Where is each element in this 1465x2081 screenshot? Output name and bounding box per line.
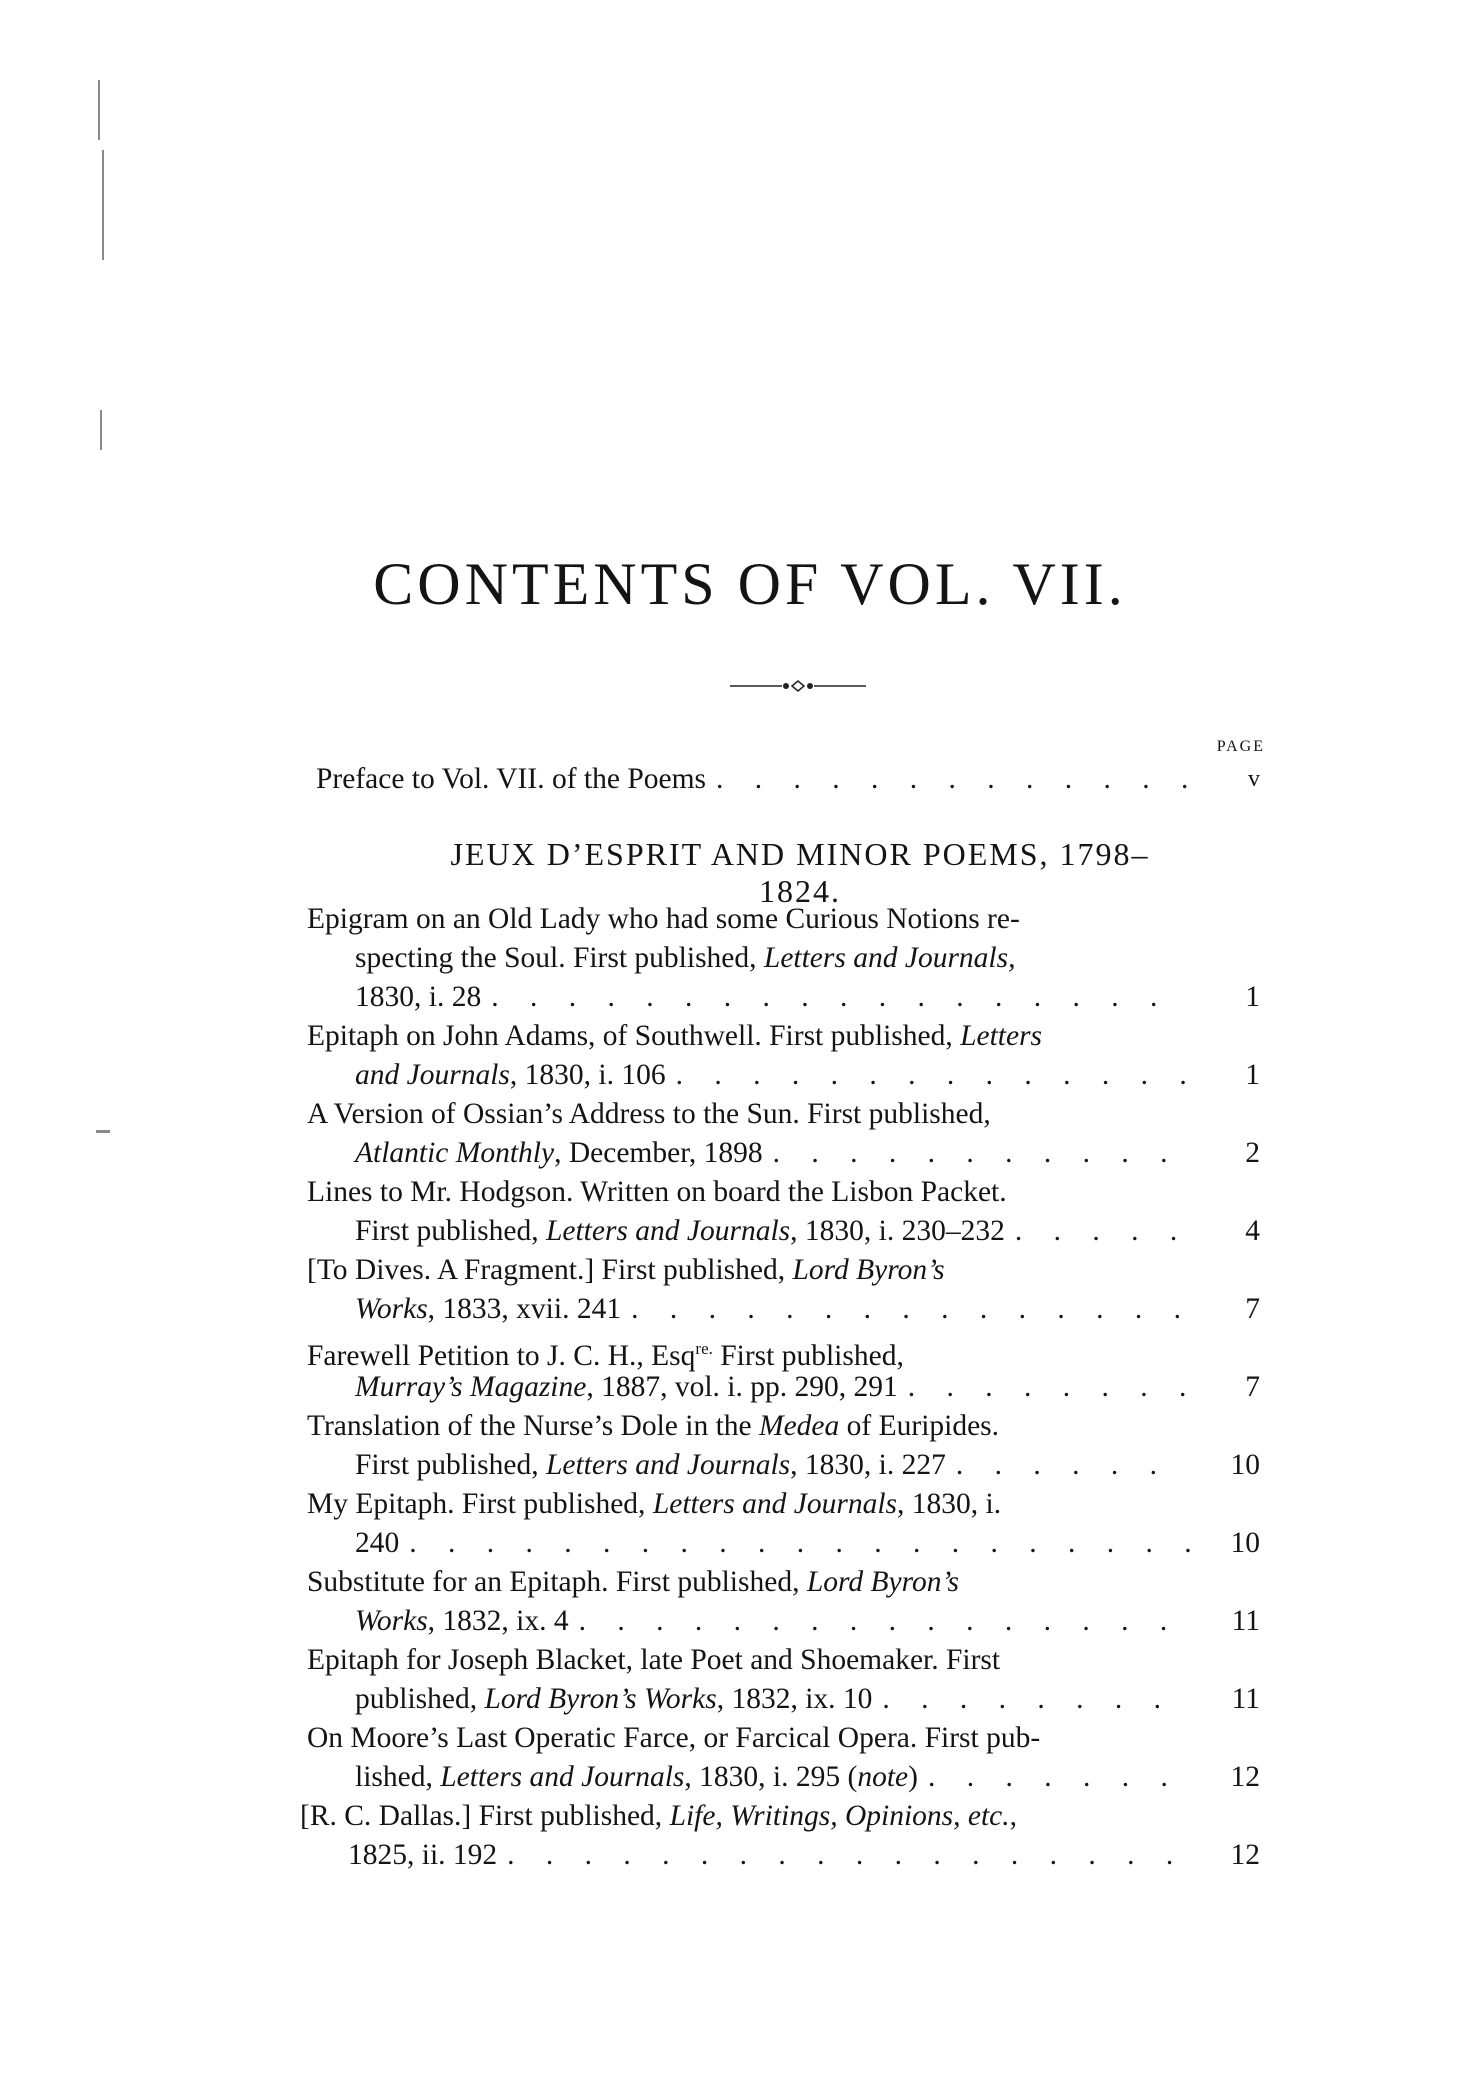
page-number: 4 (1245, 1215, 1260, 1247)
dot-leader (409, 1524, 1190, 1563)
entry-text: Preface to Vol. VII. of the Poems (316, 763, 706, 795)
dot-leader (676, 1056, 1190, 1095)
dot-leader (507, 1836, 1190, 1875)
page-number: 11 (1231, 1605, 1260, 1637)
page-number: 7 (1245, 1293, 1260, 1325)
title-ornament (730, 678, 866, 694)
page-number: 12 (1230, 1761, 1260, 1793)
page-number: 1 (1245, 981, 1260, 1013)
dot-leader (1015, 1212, 1190, 1251)
section-heading: JEUX D’ESPRIT AND MINOR POEMS, 1798–1824. (450, 836, 1150, 909)
dot-leader (773, 1134, 1190, 1173)
dot-leader (908, 1368, 1190, 1407)
dot-leader (491, 978, 1190, 1017)
dot-leader (716, 760, 1190, 799)
document-page: CONTENTS OF VOL. VII. PAGE Preface to Vol. VII. of the Poems . . . v JEUX D’ESPRIT AND MINOR POEMS, 1798–1824. Epigram on an Old Lady who had some Curious Notions re- specting the Soul. First published, Letters and Journals, 1830, i. 28 . . . 1 Epitaph on John Adams, of Southwell. First published, Letters and Journals, 1830, i. 106 . . . 1 A Version of Ossian’s Address to the Sun. First published, Atlantic Monthly, December, 1898 . . . 2 Lines to Mr. Hodgson. Written on board the Lisbon Packet. First published, Letters and Journals, 1830, i. 230–232 . . . 4 [To Dives. A Fragment.] First published, Lord Byron’s Works, 1833, xvii. 241 . . . 7 Farewell Petition to J. C. H., Esq$^{re.}$ First published, Murray’s Magazine, 1887, vol. i. pp. 290, 291 . . . 7 Translation of the Nurse’s Dole in the Medea of Euripides. First published, Letters and Journals, 1830, i. 227 . . . 10 My Epitaph. First published, Letters and Journals, 1830, i. 240 . . . 10 Substitute for an Epitaph. First published, Lord Byron’s Works, 1832, ix. 4 . . . 11 Epitaph for Joseph Blacket, late Poet and Shoemaker. First published, Lord Byron’s Works, 1832, ix. 10 . . . 11 On Moore’s Last Operatic Farce, or Farcical Opera. First pub- lished, Letters and Journals, 1830, i. 295 (note) . . . 12 [R. C. Dallas.] First published, Life, Writings, Opinions, etc., 1825, ii. 192 . . . 12 (0, 0, 1465, 2081)
page-number: 10 (1230, 1449, 1260, 1481)
margin-mark (96, 1130, 110, 1133)
page-number: 12 (1230, 1839, 1260, 1871)
page-number: v (1248, 766, 1260, 792)
dot-leader (579, 1602, 1190, 1641)
dot-leader (631, 1290, 1190, 1329)
page-number: 11 (1231, 1683, 1260, 1715)
dot-leader (882, 1680, 1190, 1719)
margin-mark (100, 410, 102, 450)
page-number: 2 (1245, 1137, 1260, 1169)
page-title: CONTENTS OF VOL. VII. (373, 551, 1127, 617)
dot-leader (928, 1758, 1190, 1797)
page-number: 7 (1245, 1371, 1260, 1403)
margin-mark (98, 80, 100, 140)
dot-leader (956, 1446, 1190, 1485)
page-number: 1 (1245, 1059, 1260, 1091)
page-number: 10 (1230, 1527, 1260, 1559)
margin-mark (102, 150, 104, 260)
page-column-header: PAGE (1216, 738, 1265, 755)
